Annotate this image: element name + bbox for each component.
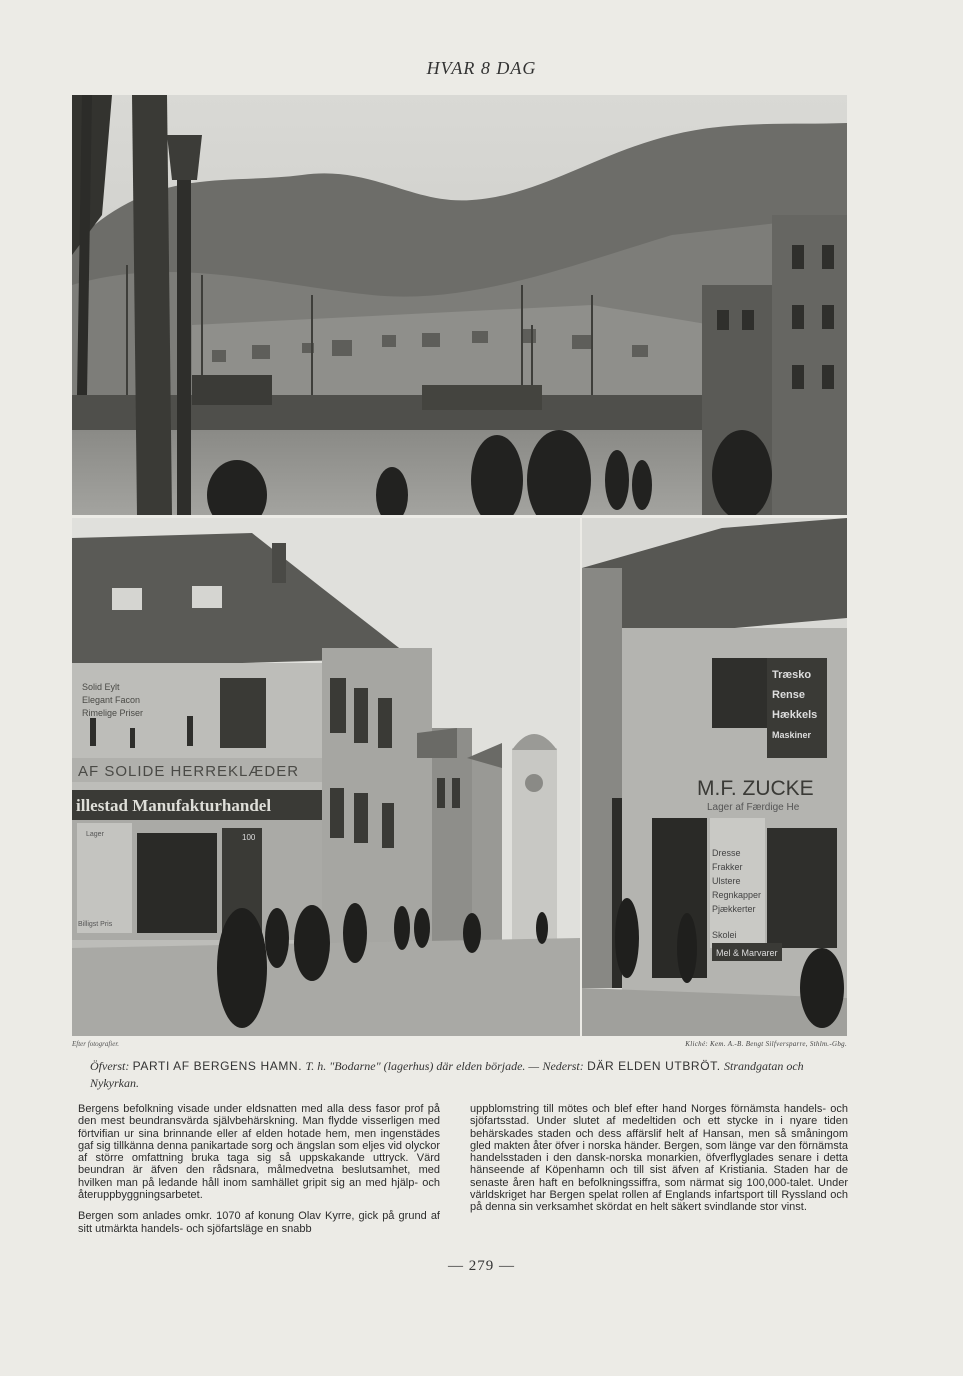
sign-maskiner: Maskiner — [772, 730, 812, 740]
sign-haekkels: Hækkels — [772, 709, 818, 721]
caption-desc-top: T. h. "Bodarne" (lagerhus) där elden började. — — [305, 1059, 540, 1073]
page-number: — 279 — — [448, 1258, 515, 1274]
sign-lager-faerdige: Lager af Færdige He — [707, 802, 800, 813]
caption-prefix-bottom: Nederst: — [542, 1059, 584, 1073]
sign-traesko: Træsko — [772, 669, 812, 681]
photo-zucker-shop — [582, 518, 847, 1036]
sign-number: 100 — [242, 833, 256, 842]
sign-manufakturhandel: illestad Manufakturhandel — [76, 796, 272, 815]
sign-mel-marvarer: Mel & Marvarer — [716, 948, 778, 958]
photo-strandgatan-corner — [72, 518, 580, 1036]
sign-solid-eylt: Solid Eylt — [82, 682, 120, 692]
text-column-right — [470, 1103, 848, 1214]
photo-bergen-harbour — [72, 95, 847, 515]
sign-mf-zucke: M.F. ZUCKE — [697, 777, 814, 800]
sign-dresse: Dresse — [712, 848, 741, 858]
caption-prefix-top: Öfverst: — [90, 1059, 130, 1073]
sign-billigst-pris: Billigst Pris — [78, 921, 113, 928]
sign-regnkapper: Regnkapper — [712, 890, 762, 900]
paragraph: uppblomstring till mötes och blef efter hand Norges förnämsta handels- och sjöfartsstad. Under slutet af medeltiden och ett stycke in i nyare tiden behärskades staden och dess affärslif helt af Hansan, men så småningom gled makten åter öfver i norska händer. Bergen, som länge var den förnämsta handelsstaden i den dansk-norska monarkien, öfverflyglades senare i detta hänseende af Köpenhamn och till sist äfven af Kristiania. Staden har de senaste åren haft en befolkningssiffra, som närmat sig 100,000-talet. Under världskriget har Bergen spelat rollen af Englands infartsport till Ryssland och på denna sin verksamhet skördat en helt säkert svindlande stor vinst. — [470, 1103, 848, 1214]
sign-herreklaeder: AF SOLIDE HERREKLÆDER — [78, 763, 300, 780]
strandgatan-photo-drawing — [72, 518, 580, 1036]
sign-lager: Lager — [86, 831, 104, 838]
sign-pjaekkerter: Pjækkerter — [712, 904, 756, 914]
zucker-photo-drawing — [582, 518, 847, 1036]
photo-credit: Efter fotografier. — [72, 1040, 120, 1048]
caption-desc-bottom: Strandgatan och Nykyrkan. — [90, 1059, 804, 1090]
sign-frakker: Frakker — [712, 862, 743, 872]
text-column-left — [78, 1103, 440, 1235]
sign-ulstere: Ulstere — [712, 876, 741, 886]
sign-elegant-facon: Elegant Facon — [82, 695, 141, 705]
cliche-credit: Kliché: Kem. A.-B. Bengt Silfversparre, Sthlm.-Gbg. — [685, 1040, 847, 1048]
paragraph: Bergen som anlades omkr. 1070 af konung Olav Kyrre, gick på grund af sitt utmärkta handels- och sjöfartsläge en snabb — [78, 1210, 440, 1235]
caption-title-bottom: DÄR ELDEN UTBRÖT. — [587, 1059, 721, 1073]
photo-caption — [90, 1058, 850, 1092]
sign-skolei: Skolei — [712, 930, 737, 940]
sign-rense: Rense — [772, 689, 806, 701]
paragraph: Bergens befolkning visade under eldsnatten med alla dess fasor prof på den mest beundransvärda självbehärskning. Man flydde visserligen med förtvifian ur sina brinnande eller af elden hotade hem, men ingenstädes gaf sig tillkänna denna panikartade sorg och ängslan som eljes vid olyckor af större omfattning bruka taga sig så uppskakande uttryck. Värd beundran är äfven den rådsnara, målmedvetna beslutsamhet, med hvilken man på ledande håll inom samhället gripit sig an med hjälp- och återuppbyggningsarbetet. — [78, 1103, 440, 1202]
sign-rimelige-priser: Rimelige Priser — [82, 708, 144, 718]
page-header: HVAR 8 DAG — [426, 58, 537, 78]
caption-title-top: PARTI AF BERGENS HAMN. — [132, 1059, 303, 1073]
harbour-photo-drawing — [72, 95, 847, 515]
